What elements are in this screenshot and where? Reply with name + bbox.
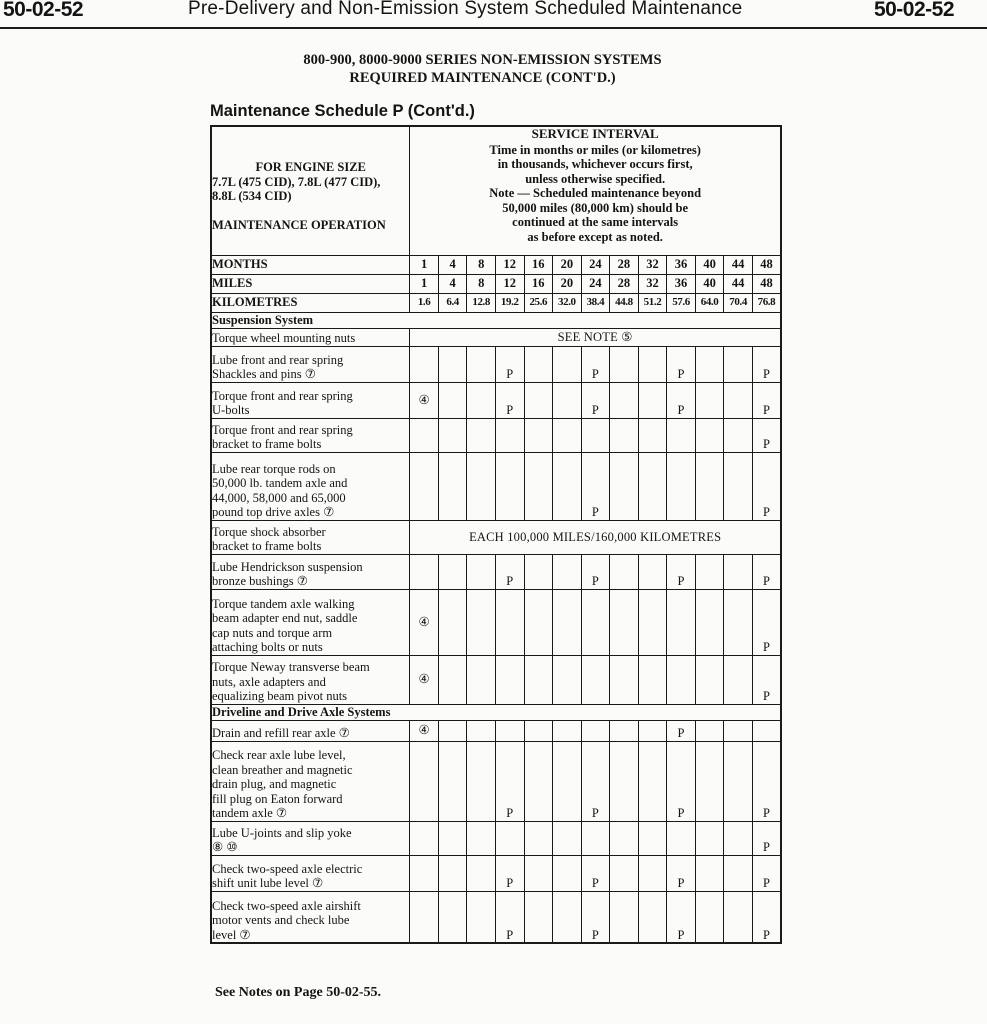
empty-cell: [638, 720, 667, 741]
empty-cell: [610, 891, 639, 943]
maintenance-operation: [211, 452, 410, 520]
empty-cell: [553, 741, 582, 821]
kilometres-row: [211, 293, 781, 312]
empty-cell: [438, 589, 467, 655]
empty-cell: [438, 655, 467, 704]
empty-cell: [610, 554, 639, 589]
service-mark: P: [752, 554, 781, 589]
month-cell: 12: [495, 255, 524, 274]
maintenance-operation: [211, 346, 410, 382]
maintenance-operation: [211, 821, 410, 855]
maintenance-operation: [211, 655, 410, 704]
service-mark: P: [581, 382, 610, 418]
empty-cell: [467, 855, 496, 891]
empty-cell: [724, 452, 753, 520]
empty-cell: [610, 452, 639, 520]
table-row: [211, 821, 781, 855]
operation-text-line: Torque wheel mounting nuts: [212, 331, 356, 345]
empty-cell: [524, 346, 553, 382]
empty-cell: [438, 891, 467, 943]
empty-cell: [724, 382, 753, 418]
service-mark: P: [667, 720, 696, 741]
empty-cell: [581, 589, 610, 655]
empty-cell: [724, 891, 753, 943]
miles-cell: 44: [724, 274, 753, 293]
miles-cell: 24: [581, 274, 610, 293]
empty-cell: [524, 589, 553, 655]
maintenance-operation: [211, 720, 410, 741]
empty-cell: [638, 589, 667, 655]
km-cell: 44.8: [610, 293, 639, 312]
service-interval-line: Time in months or miles (or kilometres): [489, 142, 701, 157]
miles-cell: 48: [752, 274, 781, 293]
empty-cell: [524, 855, 553, 891]
empty-cell: [724, 821, 753, 855]
service-mark: P: [495, 346, 524, 382]
service-mark: P: [495, 554, 524, 589]
month-cell: 4: [438, 255, 467, 274]
service-mark: P: [495, 741, 524, 821]
service-interval-line: Note — Scheduled maintenance beyond: [489, 186, 702, 200]
empty-cell: [724, 346, 753, 382]
month-cell: 1: [410, 255, 439, 274]
footnote: See Notes on Page 50-02-55.: [215, 985, 382, 1000]
km-cell: 51.2: [638, 293, 667, 312]
empty-cell: [553, 346, 582, 382]
empty-cell: [638, 418, 667, 452]
empty-cell: [467, 821, 496, 855]
empty-cell: [695, 741, 724, 821]
month-cell: 32: [638, 255, 667, 274]
empty-cell: [524, 554, 553, 589]
maintenance-operation: [211, 741, 410, 821]
empty-cell: [438, 382, 467, 418]
empty-cell: [524, 821, 553, 855]
empty-cell: [438, 346, 467, 382]
operation-text-line: cap nuts and torque arm: [212, 625, 333, 640]
service-mark: P: [752, 741, 781, 821]
empty-cell: [667, 452, 696, 520]
empty-cell: [724, 655, 753, 704]
empty-cell: [553, 418, 582, 452]
service-interval-line: as before except as noted.: [527, 229, 663, 244]
empty-cell: [438, 554, 467, 589]
month-cell: 8: [467, 255, 496, 274]
empty-cell: [467, 382, 496, 418]
empty-cell: [553, 382, 582, 418]
table-row: [211, 589, 781, 655]
empty-cell: [610, 382, 639, 418]
empty-cell: [467, 655, 496, 704]
operation-text-line: Torque Neway transverse beam: [212, 660, 370, 674]
table-row: [211, 328, 781, 346]
empty-cell: [667, 655, 696, 704]
empty-cell: [610, 855, 639, 891]
month-cell: 16: [524, 255, 553, 274]
empty-cell: [410, 855, 439, 891]
empty-cell: [695, 418, 724, 452]
empty-cell: [524, 741, 553, 821]
service-mark: P: [667, 346, 696, 382]
empty-cell: [695, 891, 724, 943]
table-header-row: [211, 126, 781, 255]
table-row: [211, 891, 781, 943]
empty-cell: [724, 418, 753, 452]
operation-text-line: bracket to frame bolts: [212, 437, 322, 451]
operation-text-line: Lube rear torque rods on: [212, 461, 336, 476]
empty-cell: [467, 554, 496, 589]
note-mark: ④: [410, 382, 439, 418]
empty-cell: [638, 382, 667, 418]
service-mark: P: [581, 741, 610, 821]
service-mark: P: [752, 589, 781, 655]
operation-text-line: beam adapter end nut, saddle: [212, 611, 358, 625]
km-cell: 25.6: [524, 293, 553, 312]
service-mark: P: [667, 382, 696, 418]
service-mark: P: [667, 855, 696, 891]
operation-text-line: Check two-speed axle airshift: [212, 898, 361, 913]
empty-cell: [467, 891, 496, 943]
empty-cell: [695, 452, 724, 520]
engine-header-cell: [211, 126, 410, 255]
empty-cell: [438, 741, 467, 821]
section-suspension: [211, 312, 781, 328]
service-mark: P: [581, 554, 610, 589]
table-row: [211, 655, 781, 704]
miles-cell: 1: [410, 274, 439, 293]
schedule-title: Maintenance Schedule P (Cont'd.): [210, 102, 475, 120]
empty-cell: [410, 452, 439, 520]
section-title-line1: 800-900, 8000-9000 SERIES NON-EMISSION SYSTEMS: [303, 52, 662, 68]
service-mark: P: [495, 382, 524, 418]
operation-text-line: U-bolts: [212, 403, 250, 417]
empty-cell: [581, 418, 610, 452]
table-row: [211, 346, 781, 382]
operation-text-line: pound top drive axles ⑦: [212, 505, 335, 519]
empty-cell: [524, 452, 553, 520]
service-mark: P: [752, 346, 781, 382]
miles-cell: 32: [638, 274, 667, 293]
empty-cell: [638, 655, 667, 704]
month-cell: 28: [610, 255, 639, 274]
section-driveline-title: Driveline and Drive Axle Systems: [211, 704, 781, 720]
operation-text-line: Shackles and pins ⑦: [212, 367, 316, 381]
service-mark: P: [581, 855, 610, 891]
miles-cell: 8: [467, 274, 496, 293]
km-cell: 1.6: [410, 293, 439, 312]
service-interval-line: continued at the same intervals: [512, 215, 679, 229]
empty-cell: [695, 382, 724, 418]
empty-cell: [695, 346, 724, 382]
empty-cell: [610, 346, 639, 382]
service-mark: P: [495, 891, 524, 943]
km-cell: 19.2: [495, 293, 524, 312]
miles-cell: 12: [495, 274, 524, 293]
miles-cell: 16: [524, 274, 553, 293]
service-mark: P: [495, 855, 524, 891]
operation-text-line: motor vents and check lube: [212, 913, 350, 927]
empty-cell: [553, 655, 582, 704]
service-mark: P: [667, 741, 696, 821]
empty-cell: [752, 720, 781, 741]
km-cell: 64.0: [695, 293, 724, 312]
empty-cell: [553, 554, 582, 589]
empty-cell: [638, 891, 667, 943]
service-mark: P: [752, 382, 781, 418]
engine-size-line2: 8.8L (534 CID): [212, 189, 292, 203]
empty-cell: [438, 418, 467, 452]
empty-cell: [581, 821, 610, 855]
empty-cell: [667, 418, 696, 452]
operation-text-line: drain plug, and magnetic: [212, 777, 337, 791]
empty-cell: [524, 418, 553, 452]
maintenance-operation: [211, 418, 410, 452]
service-interval-line: unless otherwise specified.: [525, 171, 666, 186]
empty-cell: [724, 554, 753, 589]
empty-cell: [438, 821, 467, 855]
empty-cell: [438, 720, 467, 741]
month-cell: 36: [667, 255, 696, 274]
operation-text-line: fill plug on Eaton forward: [212, 791, 343, 806]
empty-cell: [410, 741, 439, 821]
service-interval-line: 50,000 miles (80,000 km) should be: [502, 200, 689, 215]
empty-cell: [524, 382, 553, 418]
operation-text-line: Lube Hendrickson suspension: [212, 559, 363, 574]
operation-text-line: Lube front and rear spring: [212, 352, 344, 367]
month-cell: 20: [553, 255, 582, 274]
maintenance-operation: [211, 520, 410, 554]
miles-row-label: MILES: [211, 274, 410, 293]
month-cell: 48: [752, 255, 781, 274]
interval-note: SEE NOTE ⑤: [410, 328, 781, 346]
service-mark: P: [752, 891, 781, 943]
note-mark: ④: [410, 720, 439, 741]
service-interval-title: SERVICE INTERVAL: [531, 126, 659, 141]
operation-text-line: tandem axle ⑦: [212, 806, 288, 820]
miles-cell: 4: [438, 274, 467, 293]
service-mark: P: [752, 855, 781, 891]
empty-cell: [495, 589, 524, 655]
page-number-left: 50-02-52: [3, 0, 84, 21]
table-row: [211, 452, 781, 520]
maintenance-operation: [211, 589, 410, 655]
empty-cell: [610, 418, 639, 452]
maintenance-operation: [211, 328, 410, 346]
operation-text-line: Torque shock absorber: [212, 524, 326, 539]
empty-cell: [467, 741, 496, 821]
empty-cell: [553, 891, 582, 943]
empty-cell: [495, 452, 524, 520]
empty-cell: [610, 655, 639, 704]
empty-cell: [495, 821, 524, 855]
empty-cell: [495, 720, 524, 741]
empty-cell: [553, 452, 582, 520]
table-row: [211, 741, 781, 821]
empty-cell: [638, 855, 667, 891]
miles-cell: 40: [695, 274, 724, 293]
operation-text-line: Check rear axle lube level,: [212, 748, 346, 762]
empty-cell: [695, 720, 724, 741]
empty-cell: [410, 418, 439, 452]
operation-text-line: attaching bolts or nuts: [212, 640, 323, 654]
operation-text-line: bronze bushings ⑦: [212, 574, 308, 588]
maintenance-operation: [211, 855, 410, 891]
operation-text-line: shift unit lube level ⑦: [212, 876, 324, 890]
operation-text-line: bracket to frame bolts: [212, 539, 322, 553]
service-mark: P: [752, 655, 781, 704]
empty-cell: [695, 821, 724, 855]
empty-cell: [467, 418, 496, 452]
km-cell: 12.8: [467, 293, 496, 312]
empty-cell: [438, 855, 467, 891]
empty-cell: [553, 720, 582, 741]
empty-cell: [638, 554, 667, 589]
section-title: [210, 51, 755, 87]
operation-text-line: clean breather and magnetic: [212, 762, 353, 777]
operation-text-line: Check two-speed axle electric: [212, 861, 363, 876]
service-interval-line: in thousands, whichever occurs first,: [497, 157, 693, 171]
empty-cell: [695, 655, 724, 704]
interval-note: EACH 100,000 MILES/160,000 KILOMETRES: [410, 520, 781, 554]
kilometres-row-label: KILOMETRES: [211, 293, 410, 312]
empty-cell: [610, 741, 639, 821]
page-header: [0, 0, 987, 29]
empty-cell: [524, 891, 553, 943]
maintenance-schedule-table: [210, 125, 782, 944]
empty-cell: [724, 720, 753, 741]
section-driveline: [211, 704, 781, 720]
empty-cell: [524, 720, 553, 741]
engine-size-label: FOR ENGINE SIZE: [255, 160, 366, 174]
section-suspension-title: Suspension System: [211, 312, 781, 328]
page-header-title: Pre-Delivery and Non-Emission System Scheduled Maintenance: [188, 0, 743, 19]
empty-cell: [667, 589, 696, 655]
operation-text-line: nuts, axle adapters and: [212, 674, 326, 689]
empty-cell: [667, 821, 696, 855]
note-mark: ④: [410, 589, 439, 655]
maintenance-operation: [211, 554, 410, 589]
empty-cell: [495, 655, 524, 704]
empty-cell: [553, 855, 582, 891]
months-row: [211, 255, 781, 274]
km-cell: 70.4: [724, 293, 753, 312]
empty-cell: [581, 720, 610, 741]
table-row: [211, 418, 781, 452]
empty-cell: [553, 589, 582, 655]
empty-cell: [410, 821, 439, 855]
empty-cell: [638, 452, 667, 520]
empty-cell: [467, 346, 496, 382]
empty-cell: [410, 891, 439, 943]
page-number-right: 50-02-52: [873, 0, 954, 21]
empty-cell: [695, 554, 724, 589]
empty-cell: [438, 452, 467, 520]
miles-row: [211, 274, 781, 293]
km-cell: 32.0: [553, 293, 582, 312]
note-mark: ④: [410, 655, 439, 704]
month-cell: 44: [724, 255, 753, 274]
km-cell: 76.8: [752, 293, 781, 312]
operation-text-line: Torque tandem axle walking: [212, 596, 355, 611]
service-mark: P: [667, 891, 696, 943]
engine-size-line1: 7.7L (475 CID), 7.8L (477 CID),: [212, 174, 381, 189]
section-title-line2: REQUIRED MAINTENANCE (CONT'D.): [349, 70, 616, 86]
empty-cell: [638, 346, 667, 382]
empty-cell: [467, 452, 496, 520]
km-cell: 57.6: [667, 293, 696, 312]
operation-text-line: Torque front and rear spring: [212, 422, 353, 437]
month-cell: 40: [695, 255, 724, 274]
operation-text-line: ⑧ ⑩: [212, 840, 238, 854]
miles-cell: 28: [610, 274, 639, 293]
empty-cell: [524, 655, 553, 704]
table-row: [211, 520, 781, 554]
service-mark: P: [581, 452, 610, 520]
empty-cell: [495, 418, 524, 452]
maintenance-operation: [211, 891, 410, 943]
service-mark: P: [581, 891, 610, 943]
operation-text-line: 50,000 lb. tandem axle and: [212, 476, 348, 490]
miles-cell: 36: [667, 274, 696, 293]
empty-cell: [410, 346, 439, 382]
empty-cell: [553, 821, 582, 855]
maintenance-operation: [211, 382, 410, 418]
km-cell: 6.4: [438, 293, 467, 312]
empty-cell: [610, 589, 639, 655]
service-mark: P: [752, 821, 781, 855]
service-mark: P: [667, 554, 696, 589]
service-mark: P: [752, 452, 781, 520]
empty-cell: [638, 821, 667, 855]
table-row: [211, 382, 781, 418]
km-cell: 38.4: [581, 293, 610, 312]
empty-cell: [638, 741, 667, 821]
empty-cell: [724, 741, 753, 821]
empty-cell: [610, 720, 639, 741]
service-mark: P: [752, 418, 781, 452]
operation-text-line: equalizing beam pivot nuts: [212, 689, 348, 703]
miles-cell: 20: [553, 274, 582, 293]
operation-text-line: Drain and refill rear axle ⑦: [212, 726, 350, 740]
empty-cell: [695, 589, 724, 655]
service-mark: P: [581, 346, 610, 382]
operation-text-line: 44,000, 58,000 and 65,000: [212, 490, 346, 505]
empty-cell: [581, 655, 610, 704]
empty-cell: [410, 554, 439, 589]
empty-cell: [467, 589, 496, 655]
empty-cell: [724, 589, 753, 655]
empty-cell: [467, 720, 496, 741]
empty-cell: [695, 855, 724, 891]
operation-text-line: Torque front and rear spring: [212, 388, 353, 403]
table-row: [211, 855, 781, 891]
operation-text-line: Lube U-joints and slip yoke: [212, 825, 352, 840]
service-interval-header: [410, 126, 781, 255]
operation-text-line: level ⑦: [212, 927, 251, 942]
month-cell: 24: [581, 255, 610, 274]
empty-cell: [724, 855, 753, 891]
empty-cell: [610, 821, 639, 855]
table-row: [211, 554, 781, 589]
months-row-label: MONTHS: [211, 255, 410, 274]
table-row: [211, 720, 781, 741]
operation-header: MAINTENANCE OPERATION: [212, 217, 386, 232]
